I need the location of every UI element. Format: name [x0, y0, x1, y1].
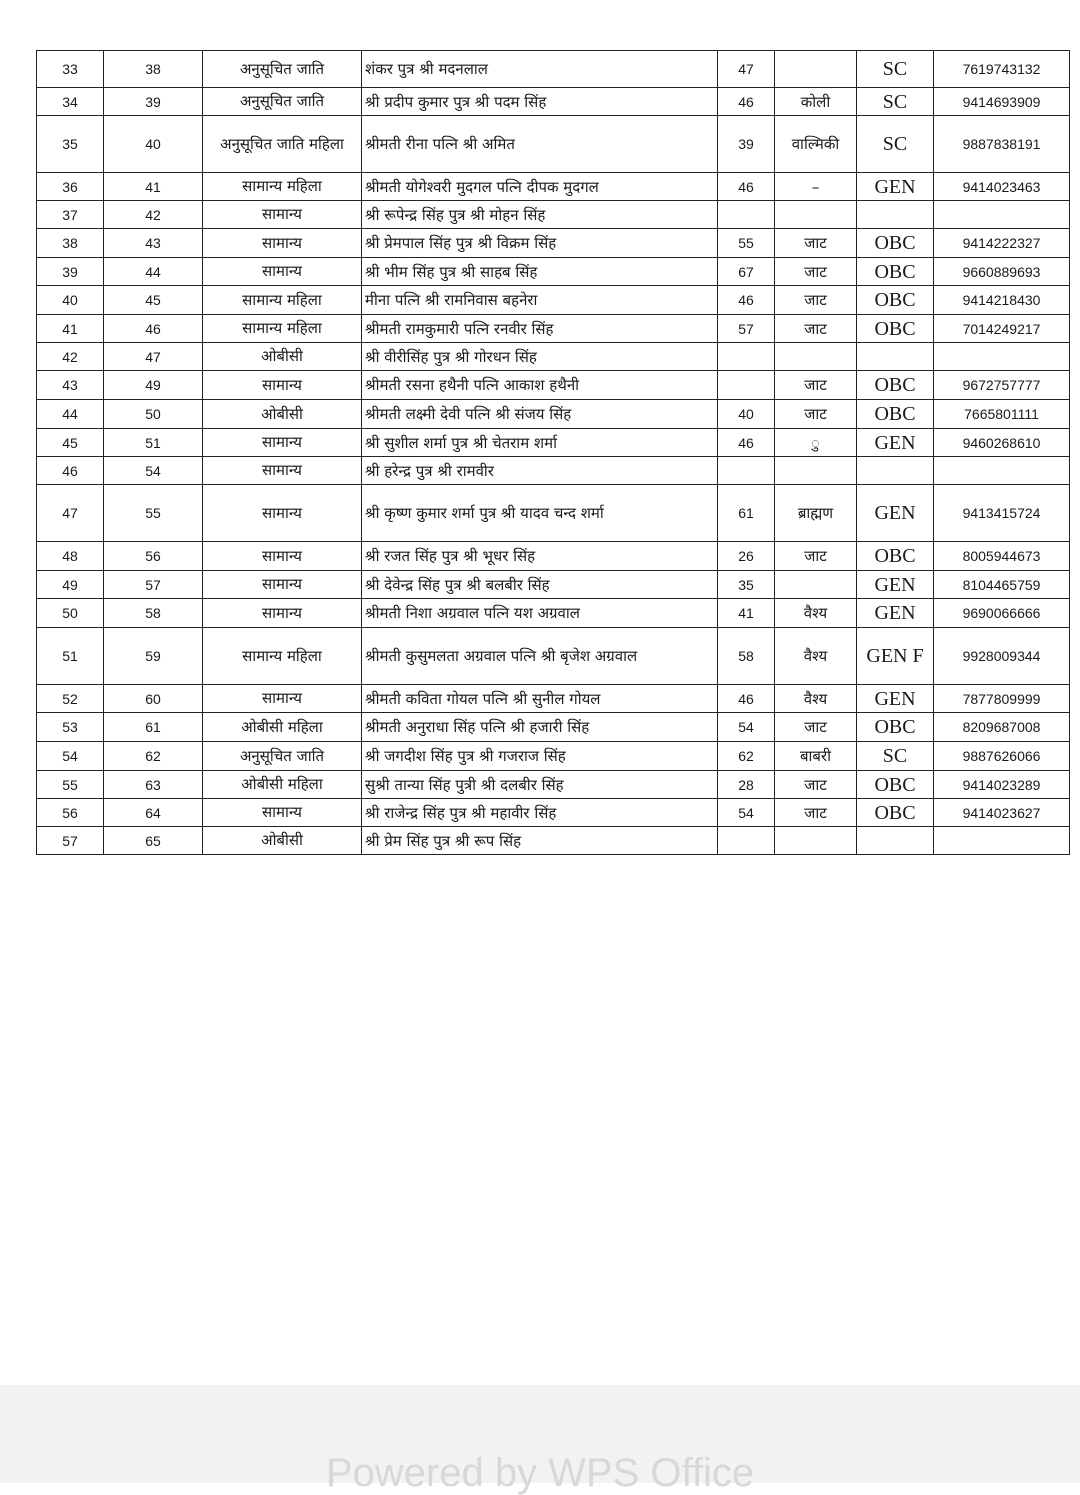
caste-cell: जाट — [775, 371, 857, 400]
reservation-category-cell: सामान्य — [203, 799, 362, 827]
class-cell: GEN — [857, 571, 934, 599]
caste-cell: वैश्य — [775, 685, 857, 713]
reservation-category-cell: अनुसूचित जाति — [203, 742, 362, 771]
phone-cell: 9414023289 — [934, 771, 1070, 799]
class-cell: GEN F — [857, 628, 934, 685]
table-row — [37, 799, 1070, 827]
candidate-name-cell: श्री हरेन्द्र पुत्र श्री रामवीर — [362, 457, 718, 485]
candidate-table — [36, 50, 1070, 855]
serial-number-cell: 44 — [37, 400, 104, 429]
ward-number-cell: 56 — [104, 542, 203, 571]
reservation-category-cell: ओबीसी — [203, 827, 362, 855]
table-row — [37, 599, 1070, 628]
age-cell — [718, 371, 775, 400]
class-cell: SC — [857, 116, 934, 173]
age-cell: 35 — [718, 571, 775, 599]
age-cell: 57 — [718, 315, 775, 343]
serial-number-cell: 35 — [37, 116, 104, 173]
reservation-category-cell: अनुसूचित जाति — [203, 51, 362, 88]
reservation-category-cell: सामान्य — [203, 542, 362, 571]
caste-cell: जाट — [775, 315, 857, 343]
age-cell: 61 — [718, 485, 775, 542]
class-cell: GEN — [857, 685, 934, 713]
age-cell — [718, 457, 775, 485]
candidate-name-cell: मीना पत्नि श्री रामनिवास बहनेरा — [362, 286, 718, 315]
phone-cell: 9887838191 — [934, 116, 1070, 173]
ward-number-cell: 49 — [104, 371, 203, 400]
phone-cell: 9414023463 — [934, 173, 1070, 201]
ward-number-cell: 38 — [104, 51, 203, 88]
ward-number-cell: 63 — [104, 771, 203, 799]
candidate-name-cell: श्री देवेन्द्र सिंह पुत्र श्री बलबीर सिंह — [362, 571, 718, 599]
age-cell: 39 — [718, 116, 775, 173]
ward-number-cell: 54 — [104, 457, 203, 485]
caste-cell — [775, 343, 857, 371]
class-cell: OBC — [857, 286, 934, 315]
ward-number-cell: 50 — [104, 400, 203, 429]
reservation-category-cell: ओबीसी — [203, 400, 362, 429]
table-row — [37, 713, 1070, 742]
serial-number-cell: 57 — [37, 827, 104, 855]
phone-cell: 9414693909 — [934, 88, 1070, 116]
table-row — [37, 771, 1070, 799]
phone-cell: 9887626066 — [934, 742, 1070, 771]
age-cell: 46 — [718, 88, 775, 116]
age-cell: 40 — [718, 400, 775, 429]
class-cell: OBC — [857, 542, 934, 571]
table-row — [37, 571, 1070, 599]
candidate-name-cell: श्रीमती कुसुमलता अग्रवाल पत्नि श्री बृजेश अग्रवाल — [362, 628, 718, 685]
phone-cell: 9690066666 — [934, 599, 1070, 628]
ward-number-cell: 45 — [104, 286, 203, 315]
table-row — [37, 201, 1070, 229]
candidate-name-cell: श्रीमती रामकुमारी पत्नि रनवीर सिंह — [362, 315, 718, 343]
caste-cell: वैश्य — [775, 599, 857, 628]
phone-cell: 9414222327 — [934, 229, 1070, 258]
table-row — [37, 429, 1070, 457]
class-cell — [857, 827, 934, 855]
ward-number-cell: 59 — [104, 628, 203, 685]
table-row — [37, 827, 1070, 855]
phone-cell: 9460268610 — [934, 429, 1070, 457]
reservation-category-cell: सामान्य — [203, 685, 362, 713]
candidate-name-cell: श्री जगदीश सिंह पुत्र श्री गजराज सिंह — [362, 742, 718, 771]
candidate-name-cell: श्रीमती रसना हथैनी पत्नि आकाश हथैनी — [362, 371, 718, 400]
serial-number-cell: 52 — [37, 685, 104, 713]
class-cell — [857, 343, 934, 371]
caste-cell: वैश्य — [775, 628, 857, 685]
reservation-category-cell: ओबीसी महिला — [203, 713, 362, 742]
reservation-category-cell: अनुसूचित जाति महिला — [203, 116, 362, 173]
phone-cell: 7665801111 — [934, 400, 1070, 429]
caste-cell: – — [775, 173, 857, 201]
age-cell — [718, 201, 775, 229]
caste-cell: बाबरी — [775, 742, 857, 771]
ward-number-cell: 43 — [104, 229, 203, 258]
table-row — [37, 400, 1070, 429]
table-row — [37, 51, 1070, 88]
class-cell: GEN — [857, 429, 934, 457]
class-cell: SC — [857, 88, 934, 116]
caste-cell: वाल्मिकी — [775, 116, 857, 173]
caste-cell: जाट — [775, 542, 857, 571]
class-cell: OBC — [857, 258, 934, 286]
serial-number-cell: 49 — [37, 571, 104, 599]
age-cell: 55 — [718, 229, 775, 258]
candidate-name-cell: श्री वीरीसिंह पुत्र श्री गोरधन सिंह — [362, 343, 718, 371]
serial-number-cell: 37 — [37, 201, 104, 229]
age-cell: 47 — [718, 51, 775, 88]
serial-number-cell: 36 — [37, 173, 104, 201]
phone-cell: 7014249217 — [934, 315, 1070, 343]
reservation-category-cell: सामान्य — [203, 371, 362, 400]
ward-number-cell: 51 — [104, 429, 203, 457]
serial-number-cell: 56 — [37, 799, 104, 827]
ward-number-cell: 64 — [104, 799, 203, 827]
serial-number-cell: 46 — [37, 457, 104, 485]
reservation-category-cell: सामान्य — [203, 457, 362, 485]
serial-number-cell: 34 — [37, 88, 104, 116]
reservation-category-cell: सामान्य — [203, 571, 362, 599]
candidate-name-cell: श्रीमती लक्ष्मी देवी पत्नि श्री संजय सिंह — [362, 400, 718, 429]
phone-cell — [934, 343, 1070, 371]
ward-number-cell: 62 — [104, 742, 203, 771]
candidate-name-cell: शंकर पुत्र श्री मदनलाल — [362, 51, 718, 88]
serial-number-cell: 40 — [37, 286, 104, 315]
caste-cell: ु — [775, 429, 857, 457]
age-cell: 67 — [718, 258, 775, 286]
phone-cell: 9660889693 — [934, 258, 1070, 286]
table-row — [37, 742, 1070, 771]
caste-cell: जाट — [775, 229, 857, 258]
candidate-name-cell: श्री प्रदीप कुमार पुत्र श्री पदम सिंह — [362, 88, 718, 116]
phone-cell: 9413415724 — [934, 485, 1070, 542]
table-row — [37, 457, 1070, 485]
age-cell: 26 — [718, 542, 775, 571]
serial-number-cell: 47 — [37, 485, 104, 542]
phone-cell — [934, 201, 1070, 229]
candidate-name-cell: श्री राजेन्द्र सिंह पुत्र श्री महावीर सिंह — [362, 799, 718, 827]
phone-cell: 9414023627 — [934, 799, 1070, 827]
table-row — [37, 315, 1070, 343]
age-cell: 46 — [718, 429, 775, 457]
caste-cell — [775, 201, 857, 229]
ward-number-cell: 46 — [104, 315, 203, 343]
caste-cell: जाट — [775, 286, 857, 315]
class-cell — [857, 457, 934, 485]
candidate-name-cell: श्री सुशील शर्मा पुत्र श्री चेतराम शर्मा — [362, 429, 718, 457]
class-cell — [857, 201, 934, 229]
ward-number-cell: 58 — [104, 599, 203, 628]
footer-bar — [0, 1385, 1080, 1495]
serial-number-cell: 51 — [37, 628, 104, 685]
ward-number-cell: 39 — [104, 88, 203, 116]
class-cell: OBC — [857, 799, 934, 827]
reservation-category-cell: सामान्य — [203, 229, 362, 258]
table-row — [37, 485, 1070, 542]
age-cell: 28 — [718, 771, 775, 799]
caste-cell: जाट — [775, 771, 857, 799]
table-row — [37, 286, 1070, 315]
table-row — [37, 88, 1070, 116]
class-cell: OBC — [857, 371, 934, 400]
serial-number-cell: 43 — [37, 371, 104, 400]
ward-number-cell: 57 — [104, 571, 203, 599]
table-row — [37, 628, 1070, 685]
phone-cell — [934, 457, 1070, 485]
table-row — [37, 116, 1070, 173]
table-row — [37, 258, 1070, 286]
ward-number-cell: 47 — [104, 343, 203, 371]
table-row — [37, 371, 1070, 400]
candidate-name-cell: श्री प्रेम सिंह पुत्र श्री रूप सिंह — [362, 827, 718, 855]
candidate-name-cell: श्रीमती निशा अग्रवाल पत्नि यश अग्रवाल — [362, 599, 718, 628]
reservation-category-cell: सामान्य — [203, 485, 362, 542]
ward-number-cell: 55 — [104, 485, 203, 542]
reservation-category-cell: सामान्य महिला — [203, 315, 362, 343]
phone-cell: 9414218430 — [934, 286, 1070, 315]
phone-cell: 8005944673 — [934, 542, 1070, 571]
candidate-name-cell: श्री रजत सिंह पुत्र श्री भूधर सिंह — [362, 542, 718, 571]
table-row — [37, 685, 1070, 713]
phone-cell: 8104465759 — [934, 571, 1070, 599]
serial-number-cell: 55 — [37, 771, 104, 799]
class-cell: SC — [857, 51, 934, 88]
phone-cell: 7877809999 — [934, 685, 1070, 713]
candidate-name-cell: श्रीमती योगेश्वरी मुदगल पत्नि दीपक मुदगल — [362, 173, 718, 201]
candidate-name-cell: श्रीमती कविता गोयल पत्नि श्री सुनील गोयल — [362, 685, 718, 713]
candidate-name-cell: श्रीमती रीना पत्नि श्री अमित — [362, 116, 718, 173]
class-cell: GEN — [857, 485, 934, 542]
age-cell: 58 — [718, 628, 775, 685]
table-row — [37, 173, 1070, 201]
candidate-name-cell: श्रीमती अनुराधा सिंह पत्नि श्री हजारी सिंह — [362, 713, 718, 742]
reservation-category-cell: ओबीसी महिला — [203, 771, 362, 799]
serial-number-cell: 33 — [37, 51, 104, 88]
candidate-name-cell: श्री भीम सिंह पुत्र श्री साहब सिंह — [362, 258, 718, 286]
age-cell: 46 — [718, 173, 775, 201]
phone-cell: 8209687008 — [934, 713, 1070, 742]
table-row — [37, 229, 1070, 258]
candidate-name-cell: सुश्री तान्या सिंह पुत्री श्री दलबीर सिंह — [362, 771, 718, 799]
caste-cell — [775, 51, 857, 88]
ward-number-cell: 40 — [104, 116, 203, 173]
candidate-name-cell: श्री कृष्ण कुमार शर्मा पुत्र श्री यादव चन्द शर्मा — [362, 485, 718, 542]
age-cell — [718, 827, 775, 855]
table-row — [37, 542, 1070, 571]
reservation-category-cell: सामान्य — [203, 201, 362, 229]
serial-number-cell: 50 — [37, 599, 104, 628]
candidate-name-cell: श्री रूपेन्द्र सिंह पुत्र श्री मोहन सिंह — [362, 201, 718, 229]
caste-cell: कोली — [775, 88, 857, 116]
ward-number-cell: 42 — [104, 201, 203, 229]
caste-cell: ब्राह्मण — [775, 485, 857, 542]
class-cell: OBC — [857, 400, 934, 429]
serial-number-cell: 42 — [37, 343, 104, 371]
serial-number-cell: 54 — [37, 742, 104, 771]
ward-number-cell: 65 — [104, 827, 203, 855]
ward-number-cell: 60 — [104, 685, 203, 713]
age-cell — [718, 343, 775, 371]
ward-number-cell: 41 — [104, 173, 203, 201]
class-cell: GEN — [857, 599, 934, 628]
age-cell: 46 — [718, 685, 775, 713]
reservation-category-cell: ओबीसी — [203, 343, 362, 371]
age-cell: 54 — [718, 713, 775, 742]
class-cell: OBC — [857, 315, 934, 343]
wps-watermark: Powered by WPS Office — [325, 1451, 755, 1495]
class-cell: OBC — [857, 229, 934, 258]
caste-cell — [775, 457, 857, 485]
age-cell: 46 — [718, 286, 775, 315]
serial-number-cell: 45 — [37, 429, 104, 457]
class-cell: SC — [857, 742, 934, 771]
serial-number-cell: 41 — [37, 315, 104, 343]
age-cell: 41 — [718, 599, 775, 628]
reservation-category-cell: सामान्य — [203, 429, 362, 457]
caste-cell: जाट — [775, 258, 857, 286]
age-cell: 54 — [718, 799, 775, 827]
ward-number-cell: 61 — [104, 713, 203, 742]
reservation-category-cell: सामान्य महिला — [203, 286, 362, 315]
ward-number-cell: 44 — [104, 258, 203, 286]
table-row — [37, 343, 1070, 371]
caste-cell: जाट — [775, 799, 857, 827]
reservation-category-cell: सामान्य महिला — [203, 628, 362, 685]
class-cell: GEN — [857, 173, 934, 201]
phone-cell: 9928009344 — [934, 628, 1070, 685]
reservation-category-cell: सामान्य महिला — [203, 173, 362, 201]
class-cell: OBC — [857, 771, 934, 799]
reservation-category-cell: सामान्य — [203, 258, 362, 286]
phone-cell: 7619743132 — [934, 51, 1070, 88]
table-body — [37, 51, 1070, 855]
reservation-category-cell: अनुसूचित जाति — [203, 88, 362, 116]
caste-cell: जाट — [775, 400, 857, 429]
serial-number-cell: 38 — [37, 229, 104, 258]
serial-number-cell: 48 — [37, 542, 104, 571]
phone-cell — [934, 827, 1070, 855]
class-cell: OBC — [857, 713, 934, 742]
caste-cell — [775, 827, 857, 855]
caste-cell — [775, 571, 857, 599]
age-cell: 62 — [718, 742, 775, 771]
reservation-category-cell: सामान्य — [203, 599, 362, 628]
candidate-name-cell: श्री प्रेमपाल सिंह पुत्र श्री विक्रम सिंह — [362, 229, 718, 258]
caste-cell: जाट — [775, 713, 857, 742]
phone-cell: 9672757777 — [934, 371, 1070, 400]
serial-number-cell: 53 — [37, 713, 104, 742]
serial-number-cell: 39 — [37, 258, 104, 286]
